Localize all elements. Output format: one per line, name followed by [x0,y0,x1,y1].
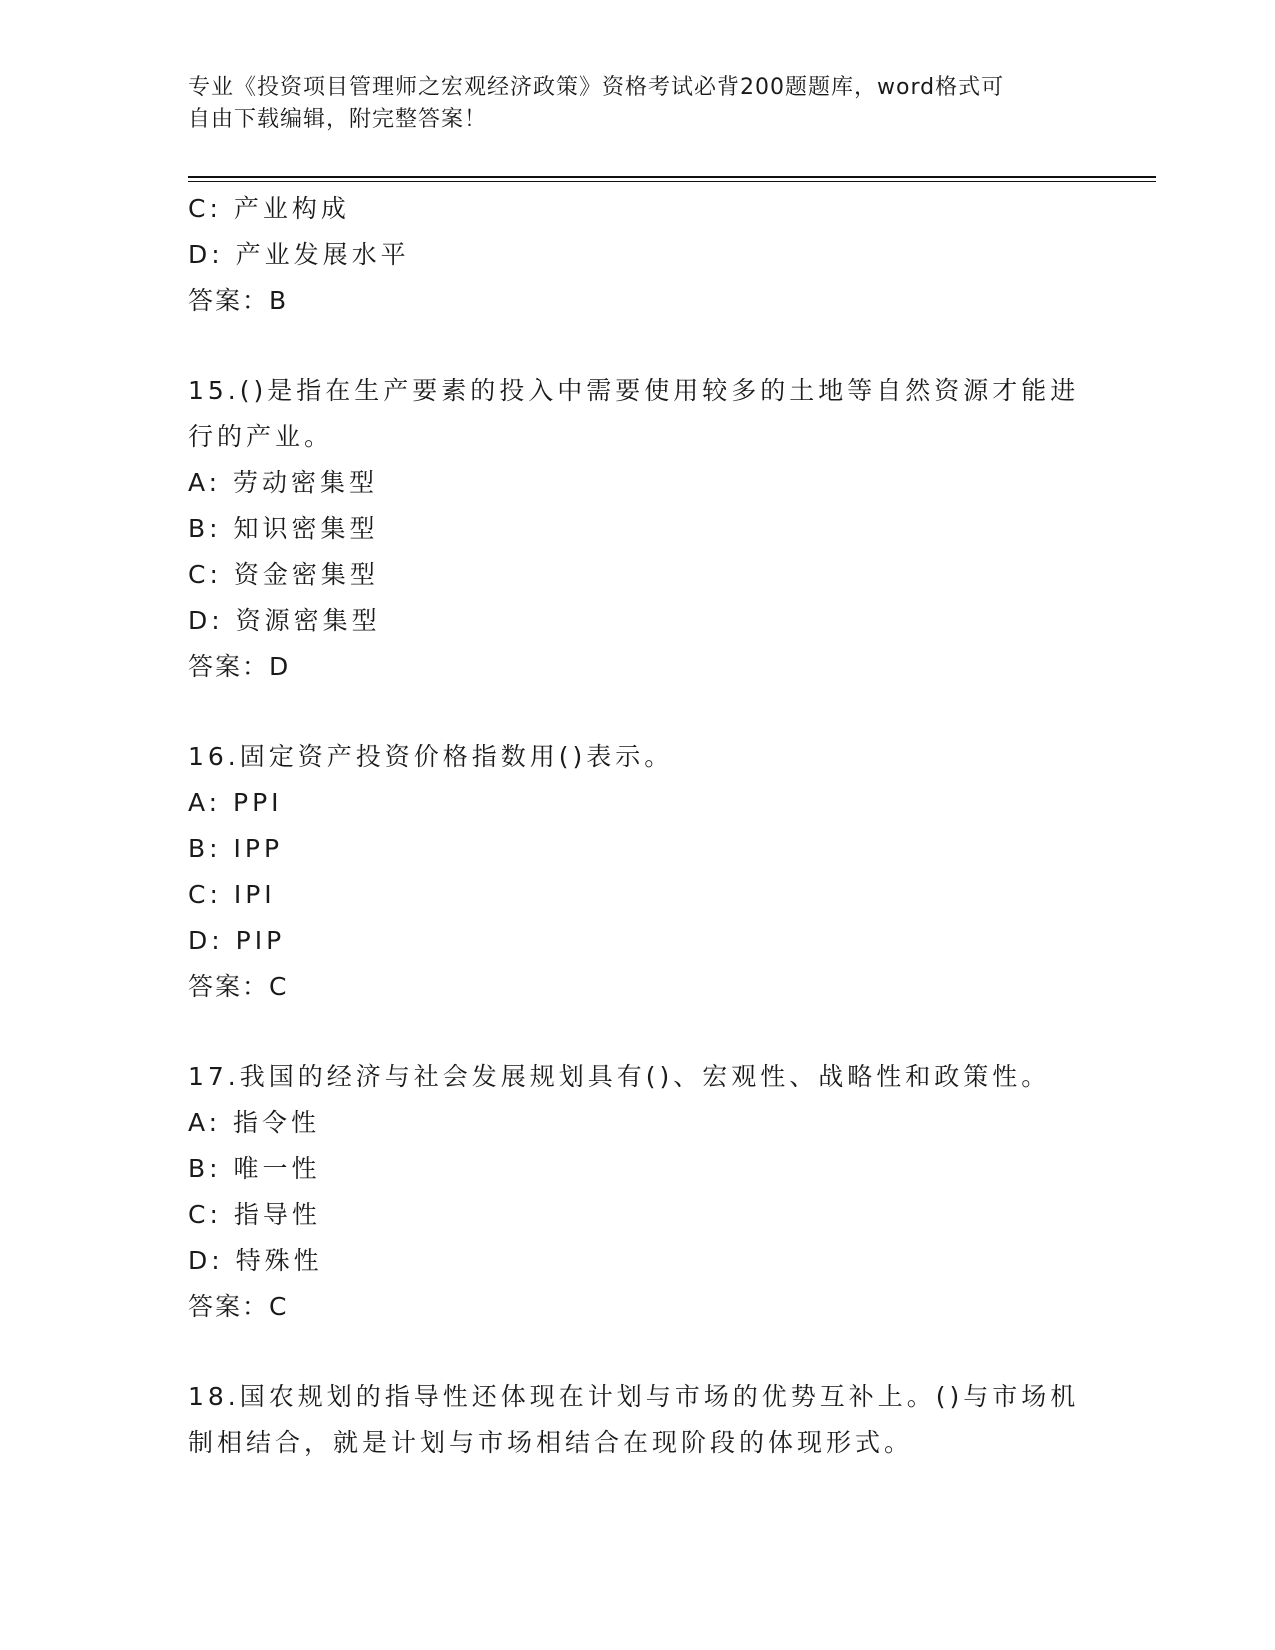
option-c: C: 产业构成 [188,194,350,223]
option-a: A: PPI [188,788,283,817]
answer: 答案：C [188,972,289,1001]
answer: 答案：D [188,652,291,681]
option-c: C: 指导性 [188,1200,321,1229]
question-16 [188,734,1088,1010]
option-b: B: IPP [188,834,284,863]
option-c: C: IPI [188,880,276,909]
question-stem-line-1: 16.固定资产投资价格指数用()表示。 [188,742,674,771]
option-d: D: 资源密集型 [188,606,381,635]
question-18 [188,1374,1088,1466]
question-14-tail [188,186,1088,324]
question-stem-line-1: 15.()是指在生产要素的投入中需要使用较多的土地等自然资源才能进 [188,376,1080,405]
option-b: B: 唯一性 [188,1154,321,1183]
question-list [188,186,1088,1466]
answer: 答案：B [188,286,289,315]
header-line-1: 专业《投资项目管理师之宏观经济政策》资格考试必背200题题库，word格式可 [188,75,1005,100]
option-d: D: 特殊性 [188,1246,323,1275]
header-divider-thick [188,176,1156,178]
option-d: D: PIP [188,926,286,955]
option-a: A: 劳动密集型 [188,468,379,497]
header-divider-thin [188,181,1156,182]
option-a: A: 指令性 [188,1108,321,1137]
question-15 [188,368,1088,690]
header-line-2: 自由下载编辑，附完整答案！ [188,107,488,132]
question-stem-line-2: 行的产业。 [188,422,334,451]
question-17 [188,1054,1088,1330]
answer: 答案：C [188,1292,289,1321]
option-c: C: 资金密集型 [188,560,379,589]
document-header [188,72,1088,136]
question-stem-line-1: 18.国农规划的指导性还体现在计划与市场的优势互补上。()与市场机 [188,1382,1080,1411]
option-b: B: 知识密集型 [188,514,379,543]
option-d: D: 产业发展水平 [188,240,410,269]
question-stem-line-2: 制相结合，就是计划与市场相结合在现阶段的体现形式。 [188,1428,914,1457]
question-stem-line-1: 17.我国的经济与社会发展规划具有()、宏观性、战略性和政策性。 [188,1062,1051,1091]
